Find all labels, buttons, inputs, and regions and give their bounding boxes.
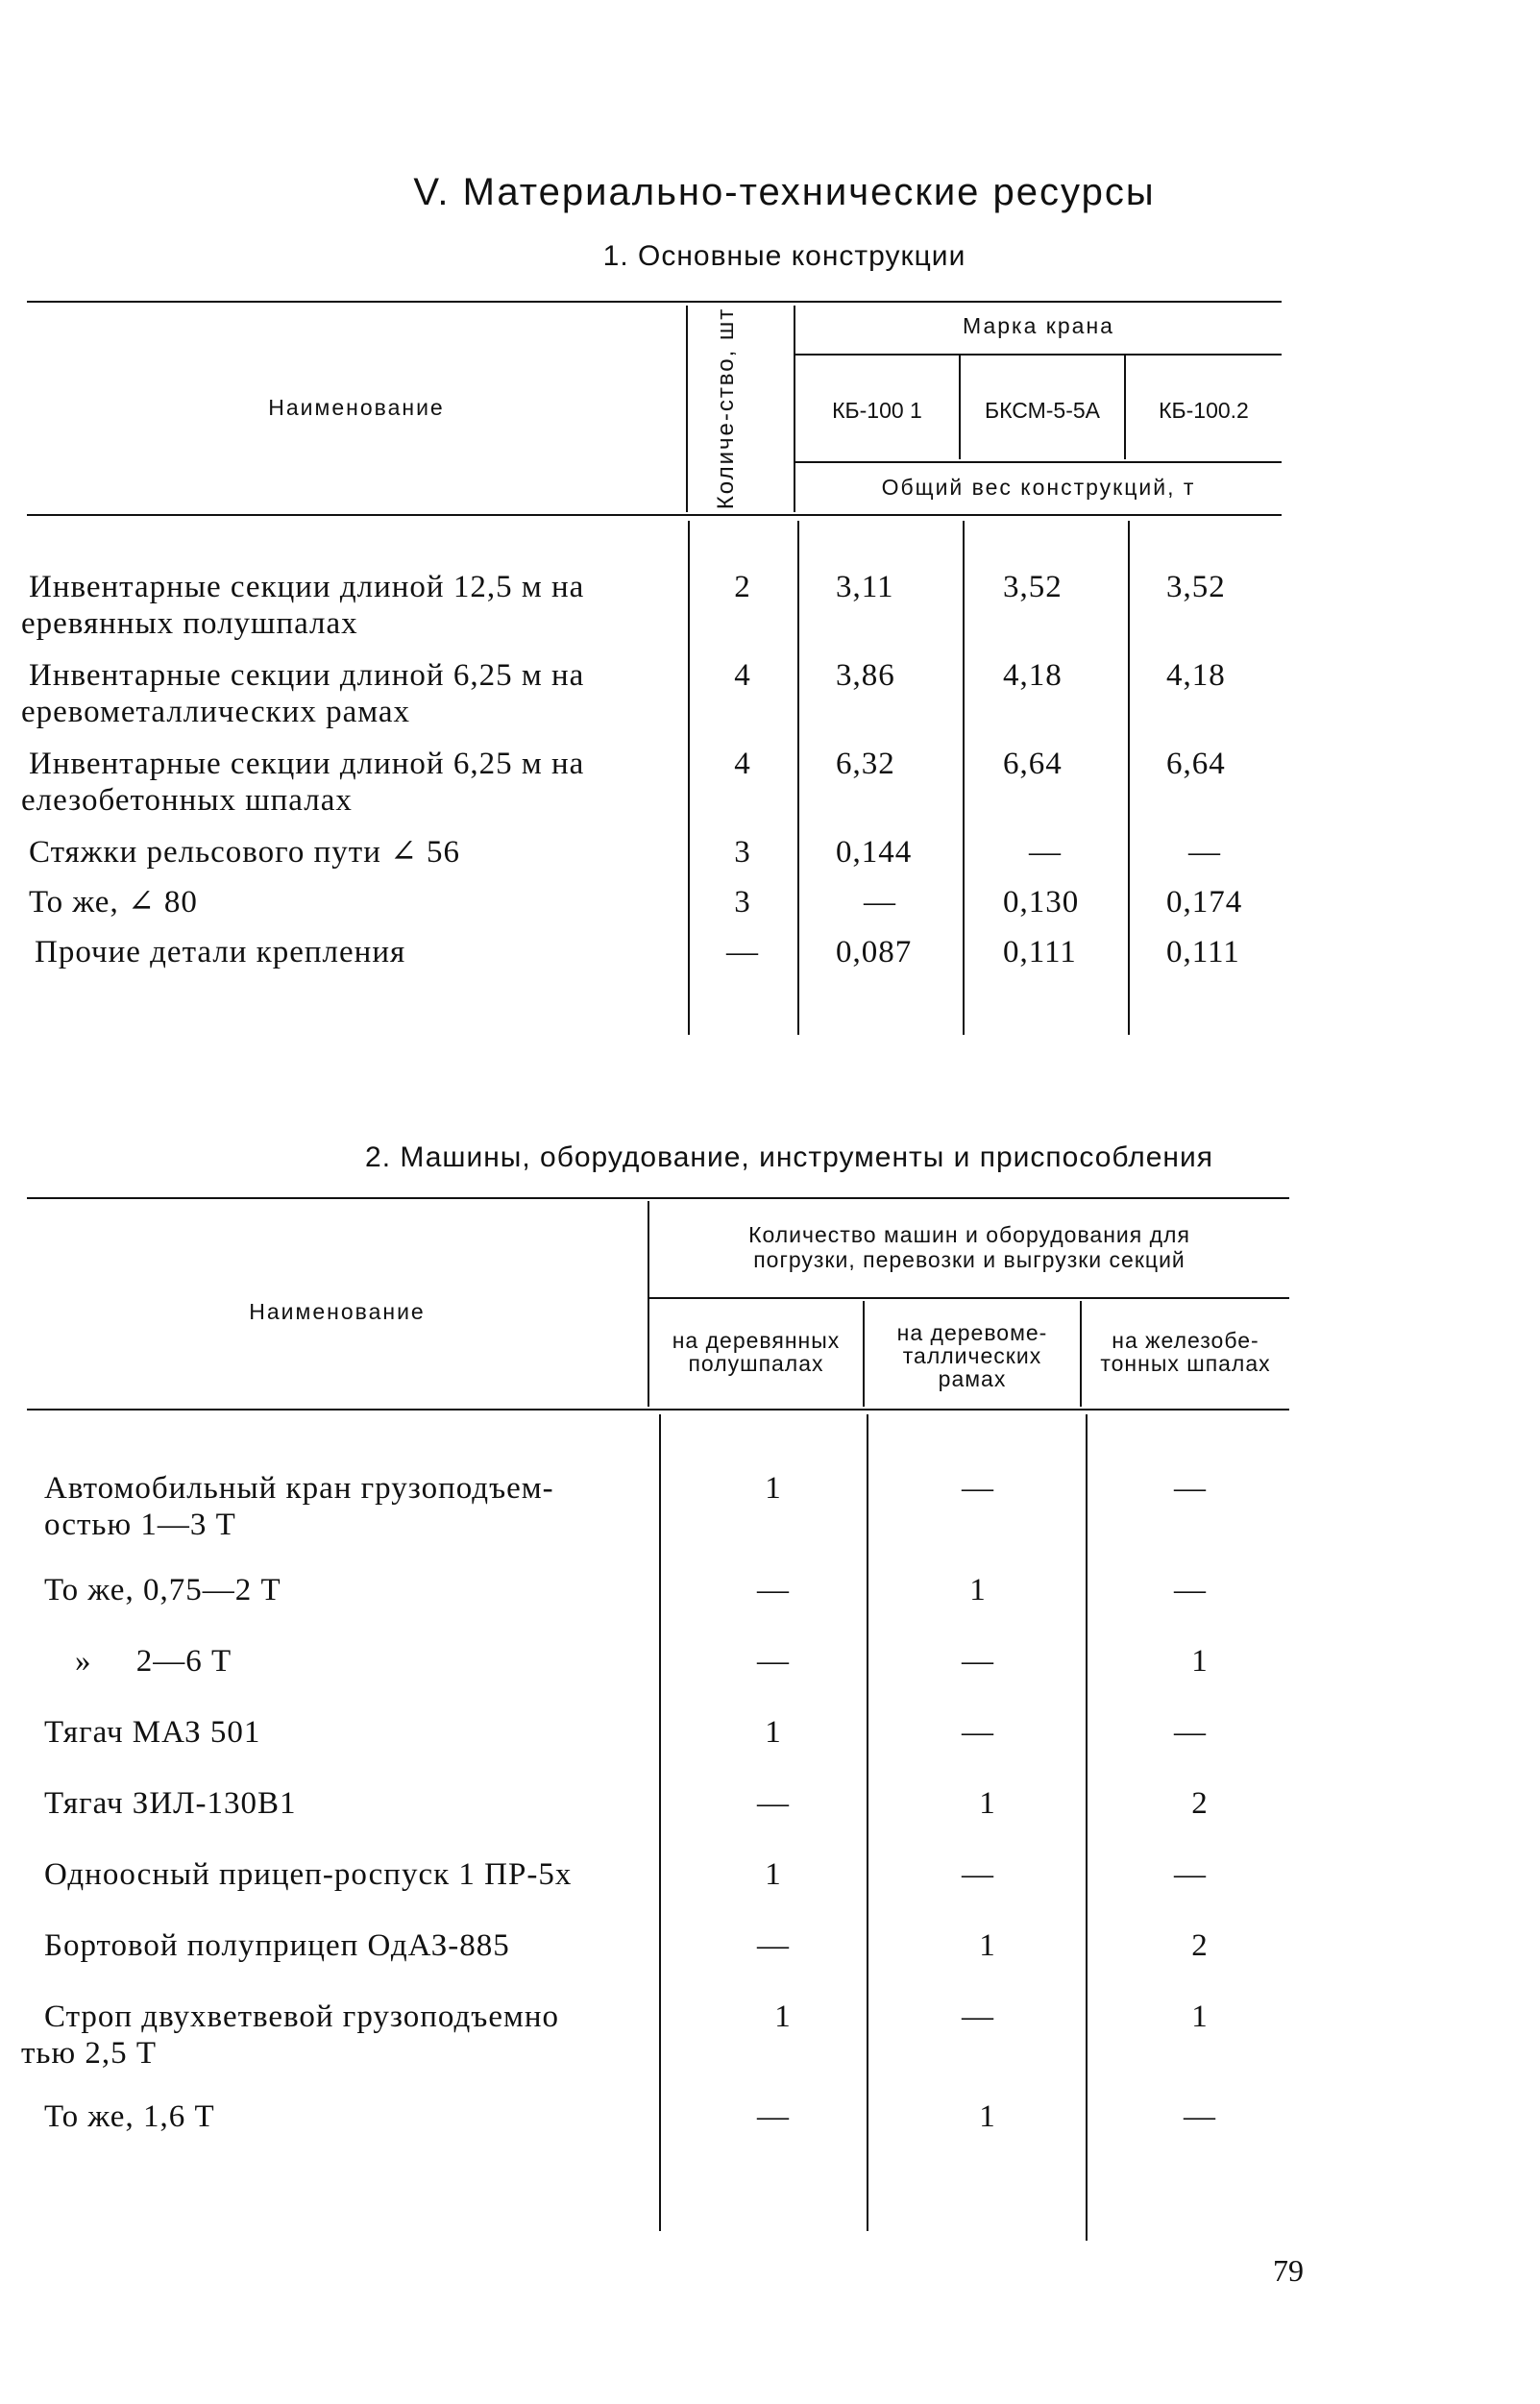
row-value: 1 (765, 1471, 782, 1506)
table2-col1-line: на деревянных (672, 1328, 841, 1353)
table1-vrule (963, 521, 965, 1035)
row-value: 0,130 (1003, 885, 1080, 920)
table1-title: 1. Основные конструкции (602, 240, 966, 272)
table2-col3-line: на железобе- (1112, 1328, 1259, 1353)
table2-header-rule (27, 1409, 1289, 1411)
table2-col1-line: полушпалах (688, 1351, 824, 1376)
row-name-line: Инвентарные секции длиной 6,25 м на (29, 658, 585, 693)
table1-top-rule (27, 301, 1282, 303)
table1-col-qty-label: Количе-ство, шт (713, 307, 739, 510)
page-number: 79 (1273, 2253, 1304, 2288)
row-value: 1 (765, 1715, 782, 1750)
table1-crane-1: КБ-100 1 (832, 398, 922, 423)
row-name-line: То же, 1,6 Т (44, 2099, 215, 2134)
row-value: 4,18 (1003, 658, 1063, 693)
table1-vrule (797, 521, 799, 1035)
table1-col-qty (688, 307, 765, 510)
table1-brand-rule (795, 354, 1282, 356)
row-name-line: еревометаллических рамах (21, 695, 411, 729)
row-name-line: Инвентарные секции длиной 12,5 м на (29, 570, 585, 604)
row-value: 1 (979, 1928, 996, 1963)
row-qty: 2 (734, 570, 751, 604)
row-value: 3,86 (836, 658, 895, 693)
row-value: 3,52 (1166, 570, 1226, 604)
row-value: 4,18 (1166, 658, 1226, 693)
row-value: 6,32 (836, 747, 895, 781)
table2-col-name: Наименование (249, 1299, 426, 1324)
row-name-line: еревянных полушпалах (21, 606, 358, 641)
row-name-line: тью 2,5 Т (21, 2036, 158, 2071)
row-value: — (962, 1999, 994, 2034)
row-value: — (962, 1715, 994, 1750)
row-value: — (757, 1644, 790, 1679)
row-value: 2 (1191, 1786, 1209, 1821)
row-qty: 3 (734, 835, 751, 870)
row-name-line: » 2—6 Т (75, 1644, 232, 1679)
row-name-line: остью 1—3 Т (44, 1508, 236, 1542)
row-value: 1 (979, 2099, 996, 2134)
row-value: 3,11 (836, 570, 894, 604)
table2-title: 2. Машины, оборудование, инструменты и приспособления (365, 1141, 1213, 1173)
row-value: 0,144 (836, 835, 913, 870)
table1-col-weight: Общий вес конструкций, т (881, 475, 1196, 500)
section-heading: V. Материально-технические ресурсы (413, 171, 1156, 213)
row-name-line: Бортовой полуприцеп ОдАЗ-885 (44, 1928, 510, 1963)
table2-col3-line: тонных шпалах (1100, 1351, 1271, 1376)
row-name-line: Автомобильный кран грузоподъем- (44, 1471, 554, 1506)
row-value: — (757, 1573, 790, 1607)
row-value: — (962, 1857, 994, 1892)
table1-header-rule (27, 514, 1282, 516)
row-value: 0,174 (1166, 885, 1243, 920)
row-value: — (757, 1928, 790, 1963)
row-value: — (1029, 835, 1062, 870)
table1-weight-rule (795, 461, 1282, 463)
table1-crane-3: КБ-100.2 (1159, 398, 1249, 423)
row-qty: 3 (734, 885, 751, 920)
row-value: — (1174, 1471, 1207, 1506)
row-value: 0,087 (836, 935, 913, 969)
row-value: — (757, 1786, 790, 1821)
row-name-line: Стяжки рельсового пути ∠ 56 (29, 835, 461, 870)
row-value: 6,64 (1003, 747, 1063, 781)
table2-col2-line: на деревоме- (896, 1320, 1048, 1345)
row-name-line: Прочие детали крепления (35, 935, 406, 969)
row-name-line: Одноосный прицеп-роспуск 1 ПР-5х (44, 1857, 573, 1892)
row-name-line: Строп двухветвевой грузоподъемно (44, 1999, 560, 2034)
table1-crane-2: БКСМ-5-5А (985, 398, 1100, 423)
row-value: — (757, 2099, 790, 2134)
row-qty: 4 (734, 658, 751, 693)
row-value: 1 (765, 1857, 782, 1892)
table2-col2-line: рамах (938, 1366, 1007, 1391)
row-name-line: елезобетонных шпалах (21, 783, 353, 818)
row-value: 1 (1191, 1999, 1209, 2034)
table2-group-rule (649, 1297, 1289, 1299)
row-value: — (1174, 1573, 1207, 1607)
row-value: — (1188, 835, 1221, 870)
row-value: — (1174, 1857, 1207, 1892)
row-value: 3,52 (1003, 570, 1063, 604)
row-value: 1 (1191, 1644, 1209, 1679)
table2-col2-line: таллических (902, 1343, 1042, 1368)
row-value: — (864, 885, 896, 920)
row-name-line: Тягач ЗИЛ-130В1 (44, 1786, 297, 1821)
table2-group-line: погрузки, перевозки и выгрузки секций (753, 1247, 1186, 1272)
table1-col-brand: Марка крана (963, 313, 1114, 338)
row-value: 1 (774, 1999, 792, 2034)
row-name-line: Тягач МАЗ 501 (44, 1715, 261, 1750)
row-value: — (962, 1471, 994, 1506)
row-value: 1 (969, 1573, 987, 1607)
row-value: 0,111 (1003, 935, 1077, 969)
row-qty: — (726, 935, 759, 969)
row-value: 6,64 (1166, 747, 1226, 781)
row-name-line: То же, 0,75—2 Т (44, 1573, 281, 1607)
row-value: — (1174, 1715, 1207, 1750)
row-value: 0,111 (1166, 935, 1240, 969)
row-name-line: Инвентарные секции длиной 6,25 м на (29, 747, 585, 781)
row-value: 1 (979, 1786, 996, 1821)
table2-top-rule (27, 1197, 1289, 1199)
table2-vrule (659, 1414, 661, 2231)
row-value: — (1184, 2099, 1216, 2134)
table2-group-line: Количество машин и оборудования для (748, 1222, 1190, 1247)
table1-vrule (1128, 521, 1130, 1035)
table1-col-name: Наименование (268, 395, 445, 420)
row-value: — (962, 1644, 994, 1679)
row-name-line: То же, ∠ 80 (29, 885, 198, 920)
row-value: 2 (1191, 1928, 1209, 1963)
row-qty: 4 (734, 747, 751, 781)
